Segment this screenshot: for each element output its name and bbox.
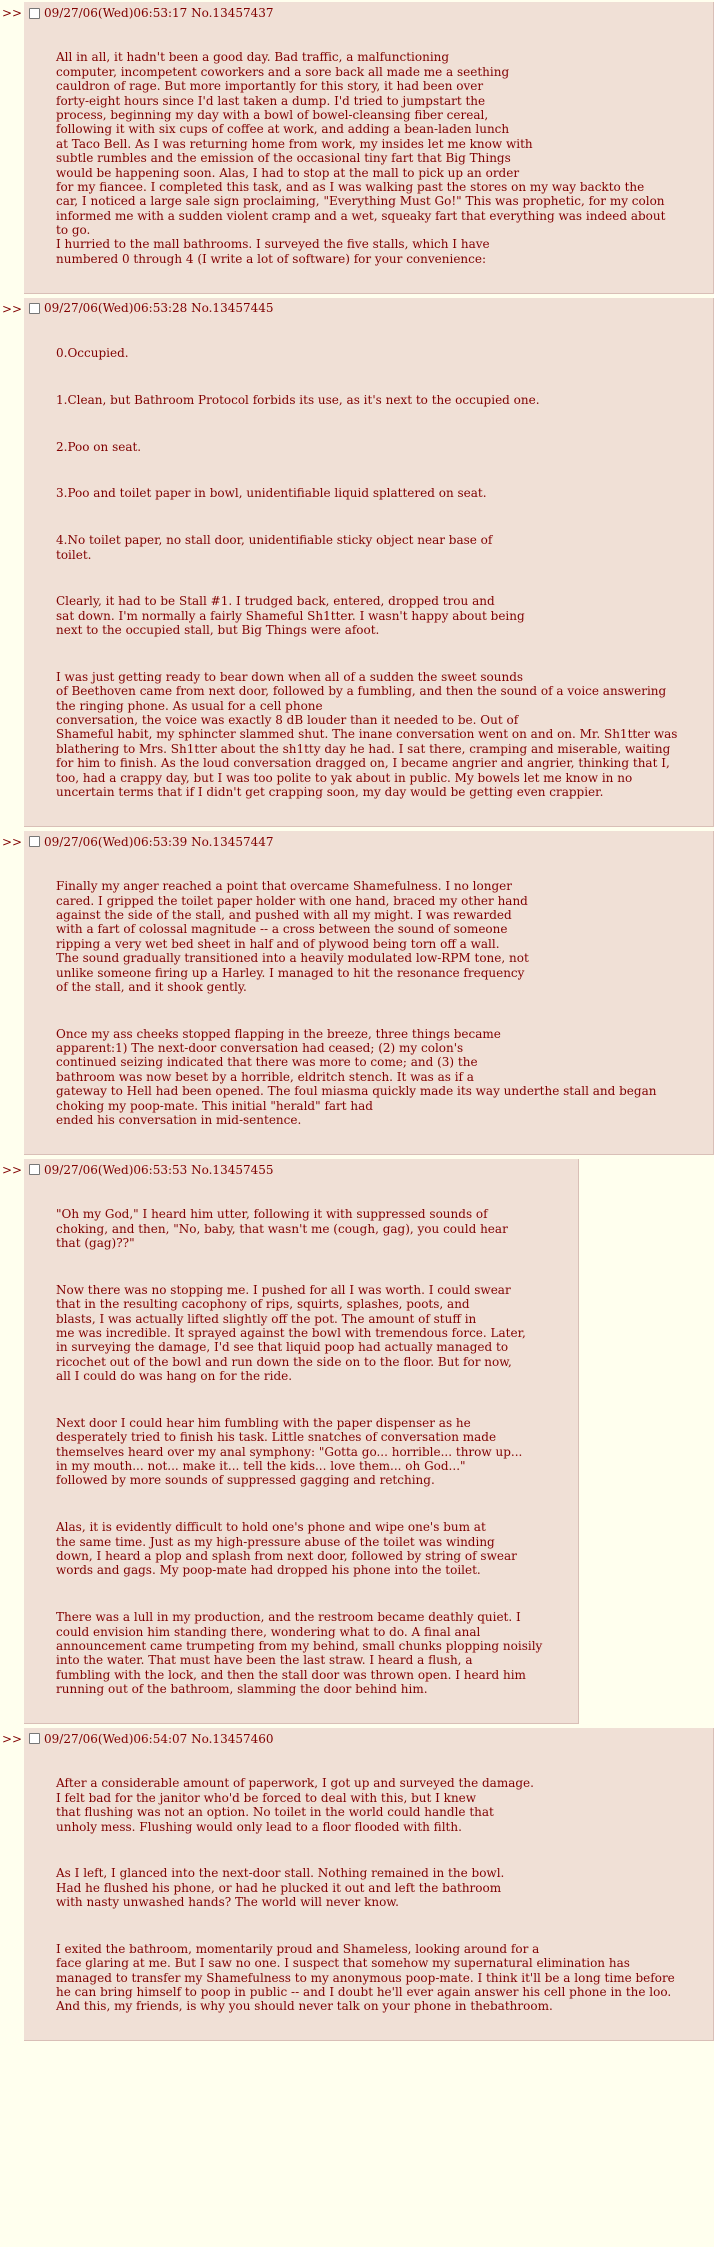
post-meta: 09/27/06(Wed)06:53:17 No.13457437: [44, 5, 274, 20]
post-paragraph: Alas, it is evidently difficult to hold one's phone and wipe one's bum at the same time. Just as my high-pressure abuse of the toilet was winding down, I heard a plop and splash from next door, followed by string of swear words and gags. My poop-mate had dropped his phone into the toilet.: [56, 1520, 517, 1578]
post-paragraph: Next door I could hear him fumbling with the paper dispenser as he desperately tried to finish his task. Little snatches of conversation made themselves heard over my anal symphony: "Gotta go... horrible... throw up... in my mouth... not... make it... tell the kids... love them... oh God..." followed by more sounds of suppressed gagging and retching.: [56, 1415, 523, 1488]
post-row: [0, 1159, 714, 1724]
post-header: [28, 1163, 574, 1177]
reply-post: [24, 298, 714, 827]
post-header: [28, 835, 709, 849]
post-header: [28, 302, 709, 316]
post-body: [56, 332, 709, 816]
post-paragraph: There was a lull in my production, and the restroom became deathly quiet. I could envision him standing there, wondering what to do. A final anal announcement came trumpeting from my behind, small chunks plopping noisily into the water. That must have been the last straw. I heard a flush, a fumbling with the lock, and then the stall door was thrown open. I heard him running out of the bathroom, slamming the door behind him.: [56, 1610, 543, 1697]
post-body: [56, 1762, 709, 2030]
post-meta: 09/27/06(Wed)06:53:28 No.13457445: [44, 301, 274, 316]
post-body: [56, 36, 709, 283]
post-meta: 09/27/06(Wed)06:53:39 No.13457447: [44, 834, 274, 849]
reply-arrows: >>: [2, 1731, 23, 1746]
post-row: [0, 2, 714, 294]
reply-post: [24, 831, 714, 1155]
post-paragraph: 2.Poo on seat.: [56, 439, 142, 454]
post-body: [56, 1193, 574, 1713]
post-paragraph: All in all, it hadn't been a good day. Bad traffic, a malfunctioning computer, incompetent coworkers and a sore back all made me a seething cauldron of rage. But more importantly for this story, it had been over forty-eight hours since I'd last taken a dump. I'd tried to jumpstart the process, beginning my day with a bowl of bowel-cleansing fiber cereal, following it with six cups of coffee at work, and adding a bean-laden lunch at Taco Bell. As I was returning home from work, my insides let me know with subtle rumbles and the emission of the occasional tiny fart that Big Things would be happening soon. Alas, I had to stop at the mall to pick up an order for my fiancee. I completed this task, and as I was walking past the stores on my way backto the car, I noticed a large sale sign proclaiming, "Everything Must Go!" This was prophetic, for my colon informed me with a sudden violent cramp and a wet, squeaky fart that everything was indeed about to go. I hurried to the mall bathrooms. I surveyed the five stalls, which I have numbered 0 through 4 (I write a lot of software) for your convenience:: [56, 50, 666, 266]
post-checkbox[interactable]: [29, 1733, 40, 1744]
reply-arrows: >>: [2, 6, 23, 20]
post-paragraph: Once my ass cheeks stopped flapping in the breeze, three things became apparent:1) The next-door conversation had ceased; (2) my colon's continued seizing indicated that there was more to come; and (3) the bathroom was now beset by a horrible, eldritch stench. It was as if a gateway to Hell had been opened. The foul miasma quickly made its way underthe stall and began choking my poop-mate. This initial "herald" fart had ended his conversation in mid-sentence.: [56, 1026, 657, 1128]
post-row: [0, 1728, 714, 2041]
post-paragraph: "Oh my God," I heard him utter, following it with suppressed sounds of choking, and then, "No, baby, that wasn't me (cough, gag), you could hear that (gag)??": [56, 1207, 508, 1250]
post-row: [0, 298, 714, 827]
post-checkbox[interactable]: [29, 836, 40, 847]
post-row: [0, 831, 714, 1155]
post-meta: 09/27/06(Wed)06:53:53 No.13457455: [44, 1162, 274, 1177]
reply-post: [24, 2, 714, 294]
post-paragraph: As I left, I glanced into the next-door stall. Nothing remained in the bowl. Had he flushed his phone, or had he plucked it out and left the bathroom with nasty unwashed hands? The world will never know.: [56, 1866, 505, 1910]
post-checkbox[interactable]: [29, 1164, 40, 1175]
post-paragraph: 0.Occupied.: [56, 346, 129, 361]
reply-arrows: >>: [2, 834, 23, 849]
post-paragraph: 4.No toilet paper, no stall door, unidentifiable sticky object near base of toilet.: [56, 533, 493, 562]
post-body: [56, 865, 709, 1144]
post-paragraph: 1.Clean, but Bathroom Protocol forbids its use, as it's next to the occupied one.: [56, 392, 540, 407]
post-paragraph: Clearly, it had to be Stall #1. I trudged back, entered, dropped trou and sat down. I'm normally a fairly Shameful Sh1tter. I wasn't happy about being next to the occupied stall, but Big Things were afoot.: [56, 594, 525, 638]
post-header: [28, 1732, 709, 1746]
reply-post: [24, 1728, 714, 2041]
post-paragraph: 3.Poo and toilet paper in bowl, unidentifiable liquid splattered on seat.: [56, 486, 487, 501]
reply-post: [24, 1159, 579, 1724]
post-checkbox[interactable]: [29, 8, 40, 19]
post-paragraph: After a considerable amount of paperwork, I got up and surveyed the damage. I felt bad for the janitor who'd be forced to deal with this, but I knew that flushing was not an option. No toilet in the world could handle that unholy mess. Flushing would only lead to a floor flooded with filth.: [56, 1776, 534, 1834]
reply-arrows: >>: [2, 1162, 23, 1177]
post-paragraph: Now there was no stopping me. I pushed for all I was worth. I could swear that in the resulting cacophony of rips, squirts, splashes, poots, and blasts, I was actually lifted slightly off the pot. The amount of stuff in me was incredible. It sprayed against the bowl with tremendous force. Later, in surveying the damage, I'd see that liquid poop had actually managed to ricochet out of the bowl and run down the side on to the floor. But for now, all I could do was hang on for the ride.: [56, 1282, 526, 1384]
post-paragraph: I exited the bathroom, momentarily proud and Shameless, looking around for a face glaring at me. But I saw no one. I suspect that somehow my supernatural elimination has managed to transfer my Shamefulness to my anonymous poop-mate. I think it'll be a long time before he can bring himself to poop in public -- and I doubt he'll ever again answer his cell phone in the loo. And this, my friends, is why you should never talk on your phone in thebathroom.: [56, 1941, 675, 2014]
post-checkbox[interactable]: [29, 303, 40, 314]
post-header: [28, 6, 709, 20]
post-paragraph: Finally my anger reached a point that overcame Shamefulness. I no longer cared. I gripped the toilet paper holder with one hand, braced my other hand against the side of the stall, and pushed with all my might. I was rewarded with a fart of colossal magnitude -- a cross between the sound of someone ripping a very wet bed sheet in half and of plywood being torn off a wall. The sound gradually transitioned into a heavily modulated low-RPM tone, not unlike someone firing up a Harley. I managed to hit the resonance frequency of the stall, and it shook gently.: [56, 879, 529, 994]
reply-arrows: >>: [2, 301, 23, 316]
post-paragraph: I was just getting ready to bear down when all of a sudden the sweet sounds of Beethoven came from next door, followed by a fumbling, and then the sound of a voice answering the ringing phone. As usual for a cell phone conversation, the voice was exactly 8 dB louder than it needed to be. Out of Shameful habit, my sphincter slammed shut. The inane conversation went on and on. Mr. Sh1tter was blathering to Mrs. Sh1tter about the sh1tty day he had. I sat there, cramping and miserable, waiting for him to finish. As the loud conversation dragged on, I became angrier and angrier, thinking that I, too, had a crappy day, but I was too polite to yak about in public. My bowels let me know in no uncertain terms that if I didn't get crapping soon, my day would be getting even crappier.: [56, 669, 678, 800]
post-meta: 09/27/06(Wed)06:54:07 No.13457460: [44, 1731, 274, 1746]
